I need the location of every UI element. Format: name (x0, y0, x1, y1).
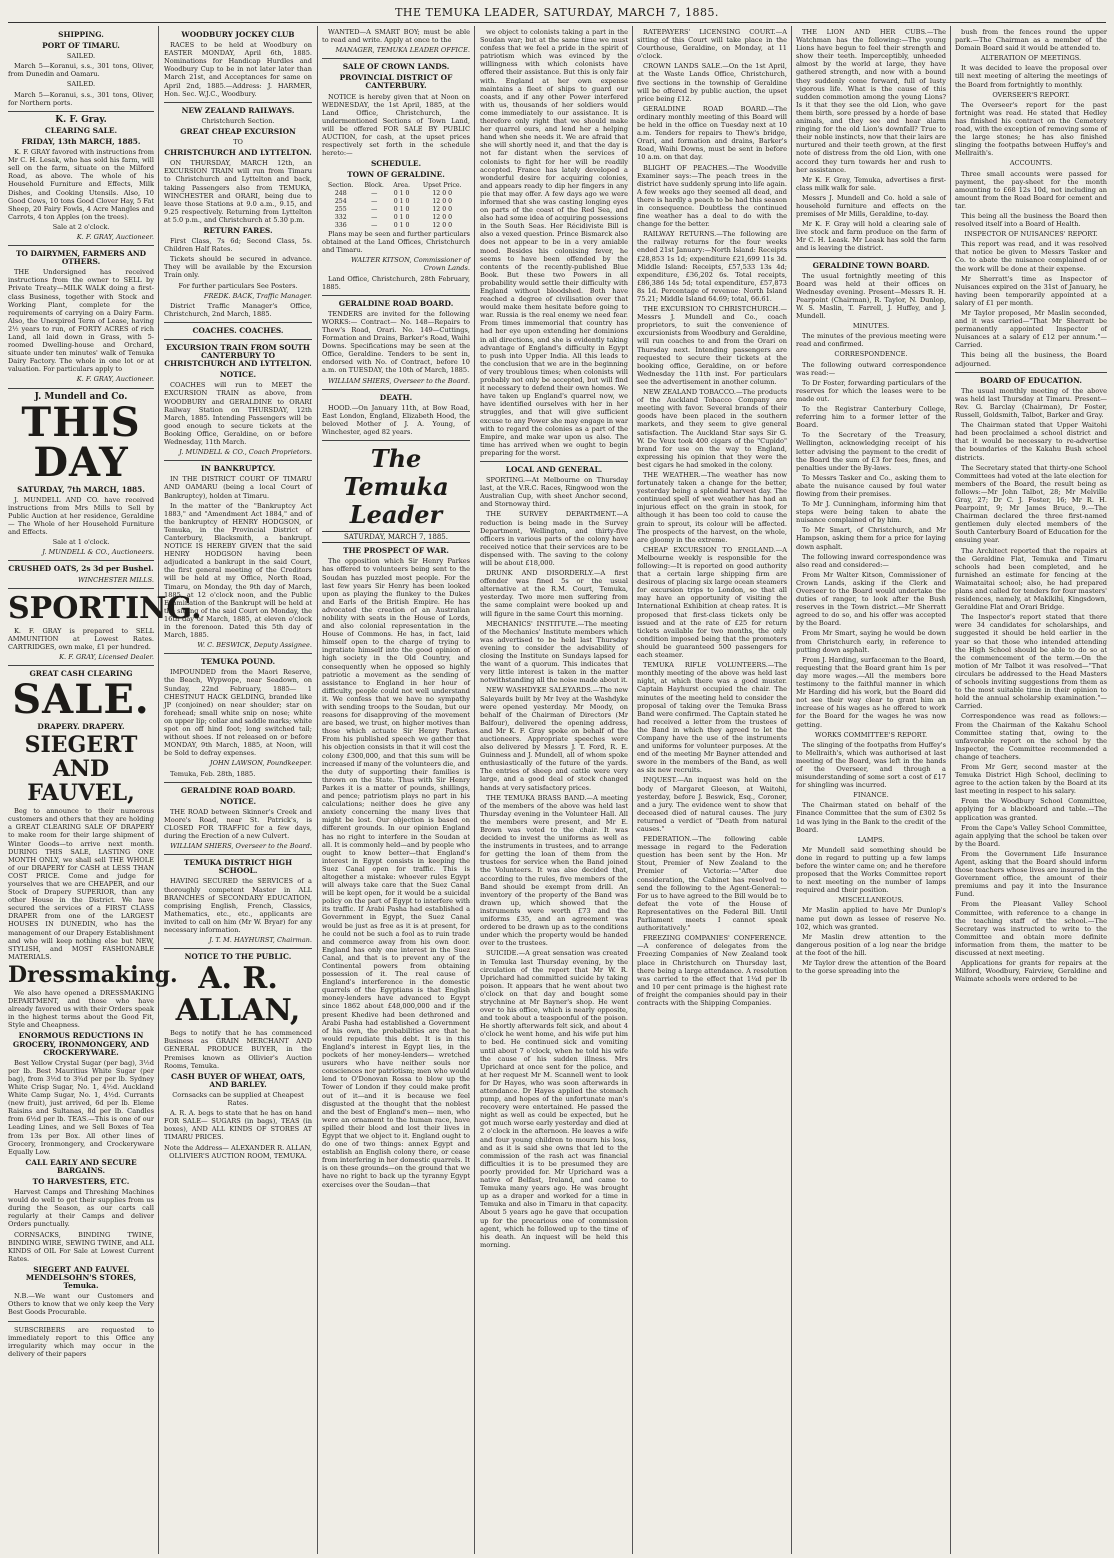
paragraph: Mr Taylor proposed, Mr Maslin seconded, and it was carried—"That Mr Sherratt be permanently appointed Inspector of Nuisances at a salary of £12 per annum."—Carried. (955, 309, 1107, 350)
column-rule (474, 26, 475, 1554)
paragraph: From the Cape's Valley School Committee, again applying that the school be taken over by the Board. (955, 823, 1107, 848)
divider (8, 245, 154, 246)
table-cell: 0 1 0 (393, 205, 410, 213)
heading: TOWN OF GERALDINE. (347, 170, 445, 180)
paragraph: FEDERATION.—The following cable message in regard to the Federation question has been sent by the Hon. Mr Stout, Premier of New Zealand to the Premier of Victoria:—"After due consideration, the Cabinet has resolved to send the following to the Agent-General:—For us to have agreed to the Bill would be to defeat the vote of the House of Representatives on the Federal Bill. Until Parliament meets I cannot speak authoritatively." (637, 835, 787, 933)
divider (8, 111, 154, 112)
paragraph: DRUNK AND DISORDERLY.—A first offender was fined 5s or the usual alternative at the R.M. Court, Temuka, yesterday. Two more men suffering from the same complaint were booked up and will figure in the same Court this morning. (480, 569, 628, 618)
table-cell: — (371, 189, 378, 197)
paragraph: The Overseer's report for the past fortnight was read. He stated that Hedley has finished his contract on the Cemetery road, with the exception of removing some of the large stones; he has also finished slinging the footpaths between Huffey's and Mellraith's. (955, 100, 1107, 158)
divider (164, 339, 312, 340)
table-row (322, 190, 470, 198)
paragraph: SUICIDE.—A great sensation was created in Temuka last Thursday evening, by the circulation of the report that Mr W. R. Uprichard had committed suicide by taking poison. It appears that he went about two o'clock on that day and bought some strychnine at Mr Bayner's shop. He went over to his office, which is nearly opposite, and took about a teaspoonful of the poison. He shortly afterwards felt sick, and about 4 o'clock he went home, and his wife put him to bed. He continued sick and vomiting until about 7 o'clock, when he told his wife the cause of his sudden illness. Mrs Uprichard at once sent for the police, and at her request Mr M. Scannell went to look for Dr Hayes, who was soon afterwards in attendance. Dr Hayes applied the stomach pump, and hopes of the unfortunate man's recovery were entertained. He passed the night as well as could be expected, but he got much worse early yesterday and died at 2 o'clock in the afternoon. He leaves a wife and four young children to mourn his loss, and as it is said she owns that led to the commission of the rash act was financial difficulties it is to be presumed they are poorly provided for. Mr Uprichard was a native of Belfast, Ireland, and came to Temuka many years ago. He was brought up as a draper and worked for a time in Temuka and also in Timaru in that capacity. About 5 years ago he gave that occupation up for the precarious one of commission agent, which he followed up to the time of his death. An inquest will be held this morning. (480, 949, 628, 1249)
text: Note the Address— ALEXANDER R. ALLAN, OLLIVIER'S AUCTION ROOM, TEMUKA. (164, 1143, 312, 1160)
column-7 (955, 28, 1107, 1550)
signature: WILLIAM SHIERS, Overseer to the Board. (328, 376, 470, 385)
table-cell: 12 0 0 (432, 221, 453, 229)
display-heading: Dressmaking. (8, 961, 178, 988)
paragraph: The minutes of the previous meeting were read and confirmed. (796, 332, 946, 349)
paragraph: The Chairman stated on behalf of the Finance Committee that the sum of £302 5s 1d was lying in the Bank to the credit of the Board. (796, 801, 946, 834)
article-title: THE PROSPECT OF WAR. (343, 546, 449, 556)
column-2 (164, 28, 312, 1550)
masthead: The Temuka Leader (343, 444, 449, 530)
heading: TEMUKA POUND. (200, 657, 276, 667)
divider (8, 560, 154, 561)
table-row (322, 222, 470, 230)
table-header: Upset Price. (422, 181, 462, 189)
heading: EXCURSION TRAIN FROM SOUTH CANTERBURY TO CHRISTCHURCH AND LYTTELTON. (164, 343, 312, 369)
text: Beg to announce to their numerous customers and others that they are holding a GREAT CLEARING SALE OF DRAPERY to make room for their large shipment of Winter Goods—to arrive next month. DURING THIS SALE, LASTING ONE MONTH ONLY, we shall sell THE WHOLE of our DRAPERY for CASH at LESS THAN COST PRICE. Come and judge for yourselves that we are CHEAPER, and our Stock of Drapery SUPERIOR, than any other House in the District. We have secured the services of a FIRST CLASS DRAPER from one of the LARGEST HOUSES IN DUNEDIN, who has the management of our Drapery Establishment and who will keep nothing else but NEW, STYLISH, and MOST FASHIONABLE MATERIALS. (8, 807, 154, 961)
subheading: INSPECTOR OF NUISANCES' REPORT. (964, 230, 1098, 239)
table-cell: 254 (334, 197, 347, 205)
paragraph: MECHANICS' INSTITUTE.—The meeting of the Mechanics' Institute members which was advertised to be held last Thursday evening to consider the advisability of closing the Institute on Sundays lapsed for the want of a quorum. This indicates that very little interest is taken in the matter notwithstanding all the noise made about it. (480, 619, 628, 685)
text: For further particulars See Posters. (178, 281, 298, 290)
signature: WALTER KITSON, Commissioner of Crown Lands. (351, 256, 470, 273)
subheading: WORKS COMMITTEE'S REPORT. (814, 730, 928, 739)
paragraph: The Architect reported that the repairs at the Geraldine Flat, Temuka and Timaru schools had been completed, and he furnished an estimate for fencing at the Waimataitai school; also, he had prepared plans and called for tenders for four masters' residences, namely, at Makikihi, Kingsdown, Geraldine Flat and Orari Bridge. (955, 546, 1107, 612)
text: HAVING SECURED the SERVICES of a thoroughly competent Master in ALL BRANCHES of SECONDARY EDUCATION, comprising English, French, Classics, Mathematics, etc., etc., applicants are invited to call on him (Mr W. Bryar) for any necessary information. (164, 877, 312, 934)
table-cell: 0 1 0 (393, 197, 410, 205)
text: Tickets should be secured in advance. They will be available by the Excursion Train only. (164, 255, 312, 280)
paragraph: Mr Mundell said something should be done in regard to putting up a few lamps before the winter came on; and he therefore proposed that the Works Committee report to next meeting on the number of lamps required and their position. (796, 845, 946, 895)
column-rule (632, 26, 633, 1554)
paragraph: To Mr Smart, of Christchurch, and Mr Hampson, asking them for a price for laying down asphalt. (796, 526, 946, 551)
table-cell: 12 0 0 (432, 197, 453, 205)
heading: GERALDINE ROAD BOARD. (180, 785, 296, 795)
text: N.B.—We want our Customers and Others to know that we only keep the Very Best Goods Procurable. (8, 1292, 154, 1317)
column-rule (791, 26, 792, 1554)
paragraph: CROWN LANDS SALE.—On the 1st April, at the Waste Lands Office, Christchurch, five sections in the township of Geraldine will be offered by public auction, the upset price being £12. (637, 62, 787, 103)
table-cell: — (371, 213, 378, 221)
paragraph: BLIGHT OF PEACHES.—The Woodville Examiner says:—The peach trees in the district have suddenly sprung into life again. A few weeks ago they seemed all dead, and there is hardly a peach to be had this season in consequence. Doubtless the continued fine weather has a deal to do with the change for the better. (637, 163, 787, 229)
heading: SIEGERT AND FAUVEL MENDELSOHN'S STORES, Temuka. (25, 1264, 137, 1291)
display-heading: A. R. ALLAN, (175, 961, 301, 1029)
running-head: THE TEMUKA LEADER, SATURDAY, MARCH 7, 1885. (395, 6, 719, 19)
paragraph: THE LION AND HER CUBS.—The Watchman has the following:—The young Lions have begun to feel their strength and show their teeth. Imperceptibly, unheeded almost by the world at large, they have gathered strength, and now with a bound they suddenly come forward, full of lusty vigorous life. What is the cause of this sudden commotion among the young Lions? Is it that they see the old Lion, who gave them birth, sore pressed by a horde of base animals, and they see and hear alarm ringing for the old Lion's downfall? True to their noble instincts, now that their lairs are nurtured and their teeth grown, at the first note of distress from the old Lion, with one accord they turn towards her and rush to her assistance. (796, 28, 946, 174)
column-5 (637, 28, 787, 1550)
paragraph: To Dr Foster, forwarding particulars of the reserves for which the leases were to be made out. (796, 378, 946, 403)
signature: K. F. GRAY, Licensed Dealer. (59, 652, 154, 661)
table-cell: 12 0 0 (432, 189, 453, 197)
text: IN THE DISTRICT COURT OF TIMARU AND OAMARU (being a local Court of Bankruptcy), holden at Timaru. (164, 475, 312, 500)
heading: CRUSHED OATS, 2s 3d per Bushel. (8, 564, 154, 574)
column-6 (796, 28, 946, 1550)
text: WANTED—A SMART BOY; must be able to read and write. Apply at once to the (322, 28, 470, 45)
signature: J. MUNDELL & CO., Coach Proprietors. (179, 448, 312, 457)
paragraph: Mr Taylor drew the attention of the Board to the gorse spreading into the (796, 959, 946, 976)
table-header: Block. (364, 181, 384, 189)
paragraph: SPORTING.—At Melbourne on Thursday last, at the V.R.C. Races, Ringwood won the Australian Cup, with sheet Anchor second, and Stornoway third. (480, 476, 628, 509)
paragraph: The Chairman stated that Upper Waitohi had been proclaimed a school district and that it would be necessary to re-advertise the boundaries of the Kakahu Bush school districts. (955, 421, 1107, 462)
subheading: MISCELLANEOUS. (838, 896, 904, 905)
text: K. F. GRAY is prepared to SELL AMMUNITION at Lowest Rates. CARTRIDGES, own make, £1 per hundred. (8, 626, 154, 651)
subheading: MINUTES. (852, 322, 890, 331)
signature: FREDK. BACK, Traffic Manager. (203, 291, 312, 300)
paragraph: THE EXCURSION TO CHRISTCHURCH.—Messrs J. Mundell and Co., coach proprietors, to suit the convenience of excursionists from Woodbury and Geraldine, will run coaches to and from the Orari on Thursday next. Intending passengers are requested to secure their tickets at the booking office, Geraldine, on or before Wednesday the 11th inst. For particulars see the advertisement in another column. (637, 305, 787, 386)
column-rule (950, 26, 951, 1554)
table-row (322, 198, 470, 206)
divider (164, 782, 312, 783)
table-cell: 336 (334, 221, 347, 229)
text: District Traffic Manager's Office, Christchurch, 2nd March, 1885. (164, 301, 312, 318)
column-3 (322, 28, 470, 1550)
text: First Class, 7s 6d; Second Class, 5s. Children Half Rates. (164, 237, 312, 254)
signature: MANAGER, TEMUKA LEADER OFFICE. (335, 46, 470, 55)
divider (322, 389, 470, 390)
text: HOOD.—On January 11th, at Bow Road, East London, England, Elizabeth Hood, the beloved Mother of J. A. Young, of Winchester, aged 82 years. (322, 403, 470, 437)
heading: NOTICE TO THE PUBLIC. (184, 952, 292, 962)
paragraph: The Inspector's report stated that there were 34 candidates for scholarships, and suggested it should be held earlier in the year so that those who intended attending the High School should be able to do so at the commencement of the term.—On the motion of Mr Talbot it was resolved—"That circulars be addressed to the Head Masters of schools inviting suggestions from them as to the most suitable time in their opinion to hold the annual scholarship examination."—Carried. (955, 613, 1107, 711)
paragraph: From J. Harding, surfaceman to the Board, requesting that the Board grant him 1s per day more wages.—All the members bore testimony to the faithful manner in which Mr Harding did his work, but the Board did not see their way clear to grant him an increase of his wages as he offered to work for the Board for the wages he was now getting. (796, 655, 946, 729)
text: We also have opened a DRESSMAKING DEPARTMENT, and those who have already favored us with their Orders speak in the highest terms about the Good Fit, Style and Cheapness. (8, 988, 154, 1030)
heading: RETURN FARES. (203, 225, 273, 235)
paragraph: THE TEMUKA BRASS BAND.—A meeting of the members of the above was held last Thursday evening in the Volunteer Hall. All the members were present, and Mr E. Brown was voted to the chair. It was decided to invest the uniforms as well as the instruments in trustees, and to arrange for getting the loan of them from the trustees for service when the Band joined the Volunteers. It was also decided that, according to the rules, five members of the Band should be exempt from drill. An inventory of the property of the Band was drawn up, which showed that the instruments were worth £73 and the uniforms £35, and an agreement was ordered to be drawn up as to the conditions under which the property would be handed over to the trustees. (480, 793, 628, 948)
divider (164, 102, 312, 103)
heading: DRAPERY. DRAPERY. (37, 722, 125, 732)
text: Temuka, Feb. 28th, 1885. (170, 769, 256, 778)
paragraph: THE SURVEY DEPARTMENT.—A reduction is being made in the Survey Department, Wellington, and thirty-five officers in various parts of the colony have received notice that their services are to be dispensed with. The saving to the colony will be about £18,000. (480, 510, 628, 567)
paragraph: From the Pleasant Valley School Committee, with reference to a change in the teaching staff of the school.—The Secretary was instructed to write to the Committee and obtain more definite information from them, the matter to be discussed at next meeting. (955, 900, 1107, 958)
signature: WILLIAM SHIERS, Overseer to the Board. (170, 842, 312, 851)
paragraph: Mr K. F. Gray will hold a clearing sale of live stock and farm produce on the farm of Mr C. H. Leask. Mr Leask has sold the farm and is leaving the district. (796, 220, 946, 253)
text: COACHES will run to MEET the EXCURSION TRAIN as above, from WOODBURY and GERALDINE to ORARI Railway Station on THURSDAY, 12th March, 1885. Intending Passengers will be good enough to secure tickets at the Booking Office, Geraldine, on or before Wednesday, 11th March. (164, 381, 312, 447)
paragraph: Mr Maslin applied to have Mr Dunlop's name put down as lessee of reserve No. 102, which was granted. (796, 906, 946, 931)
paragraph: INQUEST.—An inquest was held on the body of Margaret Gleeson, at Waitohi, yesterday, before J. Beswick, Esq., Coroner, and a jury. The evidence went to show that deceased died of natural causes. The jury returned a verdict of "Death from natural causes." (637, 776, 787, 833)
heading: SCHEDULE. (370, 159, 422, 169)
heading: COACHES. COACHES. (192, 325, 284, 335)
subheading: FINANCE. (853, 791, 889, 800)
paragraph: RAILWAY RETURNS.—The following are the railway returns for the four weeks ended 21st January:—North Island: Receipts £28,853 1s 1d; expenditure £21,699 11s 3d. Middle Island: Receipts, £57,533 13s 4d; expenditure, £36,202 6s. Total receipts, £86,386 14s 5d; total expenditure, £57,873 8s 1d. Percentage of revenue: North Island 75.21; Middle Island 64.69; total, 66.61. (637, 230, 787, 303)
paragraph: bush from the fences round the upper park.—The Chairman as a member of the Domain Board said it would be attended to. (955, 28, 1107, 53)
heading: SALE OF CROWN LANDS. (342, 62, 450, 72)
text: March 5—Koranui, s.s., 301 tons, Oliver, from Dunedin and Oamaru. (8, 62, 154, 79)
text: THE ROAD between Skinner's Creek and Moore's Road, near St. Patrick's, is CLOSED FOR TRAFFIC for a few days, during the Erection of a new Culvert. (164, 807, 312, 841)
text: Best Yellow Crystal Sugar (per bag), 3½d per lb. Best Mauritius White Sugar (per bag), from 3½d to 3¾d per per lb. Sydney White Crisp Sugar, No. 1, 4½d. Auckland White Camp Sugar, No. 1, 4½d. Currants (new fruit), just arrived, 6d per lb. Eleme Raisins and Sultanas, 8d per lb. Candles from 6½d per lb. TEAS.—This is one of our Leading Lines, and we Sell Boxes of Tea from 13s per Box. All other lines of Grocery, Ironmongery, and Crockeryware Equally Low. (8, 1058, 154, 1156)
divider (164, 948, 312, 949)
table-cell: 12 0 0 (432, 205, 453, 213)
heading: CHRISTCHURCH AND LYTTELTON. (164, 148, 312, 158)
text: THE Undersigned has received instructions from the owner to SELL by Private Treaty—MILK WALK doing a first-class Business, together with Stock and Working Plant, complete for the requirements of carrying on a Dairy Farm. Also, the Unexpired Term of Lease, having 2½ years to run, of FORTY ACRES of rich Land, all laid down in Grass, with 5-roomed Dwelling-house and Orchard, situate under ten minutes' walk of Temuka Dairy Factory. The whole in one lot or at valuation. For particulars apply to (8, 268, 154, 374)
table-cell: 0 1 0 (393, 189, 410, 197)
paragraph: RATEPAYERS' LICENSING COURT.—A sitting of this Court will take place in the Courthouse, Geraldine, on Monday, at 11 o'clock. (637, 28, 787, 61)
divider (8, 588, 154, 589)
text: ON THURSDAY, MARCH 12th, an EXCURSION TRAIN will run from Timaru to Christchurch and Lyttelton and back, taking Passengers also from TEMUKA, WINCHESTER and ORARI, being due to leave those Stations at 9.0 a.m., 9.15, and 9.25 respectively. Returning from Lyttelton at 5.0 p.m., and Christchurch at 5.30 p.m. (164, 159, 312, 224)
divider (480, 461, 628, 462)
paragraph: From Mr Walter Kitson, Commissioner of Crown Lands, asking if the Clerk and Overseer to the Board would undertake the duties of ranger, to look after the Bush reserves in the Town district.—Mr Sherratt agreed to do so, and his offer was accepted by the Board. (796, 570, 946, 628)
text: J. MUNDELL AND CO. have received instructions from Mrs Mills to Sell by Public Auction at her residence, Geraldine— The Whole of her Household Furniture and Effects. (8, 495, 154, 537)
table-cell: — (371, 197, 378, 205)
heading: ENORMOUS REDUCTIONS IN GROCERY, IRONMONGERY, AND CROCKERYWARE. (12, 1031, 150, 1057)
text: A. R. A. begs to state that he has on hand FOR SALE— SUGARS (in bags), TEAS (in boxes), AND ALL KINDS OF STORES AT TIMARU PRICES. (164, 1109, 312, 1142)
signature: W. C. BESWICK, Deputy Assignee. (197, 641, 312, 650)
display-heading: SALE. (12, 676, 150, 724)
column-rule (317, 26, 318, 1554)
heading: GERALDINE ROAD BOARD. (338, 298, 454, 308)
masthead-date: SATURDAY, MARCH 7, 1885. (322, 531, 470, 543)
text: RACES to be held at Woodbury on EASTER MONDAY, April 6th, 1885. Nominations for Handicap Hurdles and Woodbury Cup to be in not later later than March 21st, and Acceptances for same on April 2nd, 1885.—Address: J. HARMER, Hon. Sec. W.J.C., Woodbury. (164, 41, 312, 98)
divider (322, 58, 470, 59)
table-cell: — (371, 205, 378, 213)
heading: NEW ZEALAND RAILWAYS. (181, 105, 295, 115)
text: NOTICE is hereby given that at Noon on WEDNESDAY, the 1st April, 1885, at the Land Office, Christchurch, the undermentioned Sections of Town Land, will be offered FOR SALE BY PUBLIC AUCTION, for cash, at the upset prices respectively set forth in the schedule hereto:— (322, 92, 470, 158)
display-heading: THIS DAY (21, 398, 141, 486)
subheading: OVERSEER'S REPORT. (992, 90, 1070, 99)
paragraph: To the Registrar Canterbury College, referring him to a former letter of the Board. (796, 405, 946, 430)
label: SAILED. (66, 80, 96, 89)
subheading: CORRESPONDENCE. (834, 350, 908, 359)
text: K. F. GRAY favored with instructions from Mr C. H. Lesak, who has sold his farm, will sell on the farm, situate on the Milford Road, as above. The whole of his Household Furniture and Effects, Milk Dishes, and Cooking Utensils. Also, 10 Good Cows, 10 tons Good Clover Hay, 5 Fat Sheep, 20 Fairy Fowls, 4 Acre Mangles and Carrots, 4 ton Apples (on the trees). (8, 148, 154, 221)
paragraph: CHEAP EXCURSION TO ENGLAND.—A Melbourne weekly is responsible for the following:—It is reported on good authority that a certain large shipping firm are desirous of placing six large ocean steamers for excursion trips to London, so that all may have an opportunity of visiting the International Exhibition at cheap rates. It is proposed that first-class tickets only be issued and at the rate of £25 for return tickets available for two months, the only condition imposed being that the promoters should be guaranteed 500 passengers for each steamer. (637, 545, 787, 660)
table-cell: 332 (334, 213, 347, 221)
table-cell: 255 (334, 205, 347, 213)
table-header: Section. (328, 181, 354, 189)
divider (8, 1321, 154, 1322)
heading: TO HARVESTERS, ETC. (32, 1177, 130, 1186)
divider (8, 665, 154, 666)
divider (164, 854, 312, 855)
text: Land Office, Christchurch, 28th February, 1885. (322, 274, 470, 291)
paragraph: Mr Sherratt's time as Inspector of Nuisances expired on the 31st of January, he having been temporarily appointed at a salary of £1 per month. (955, 274, 1107, 307)
column-4 (480, 28, 628, 1550)
text: Sale at 2 o'clock. (52, 222, 110, 231)
subheading: LAMPS. (857, 835, 885, 844)
table-cell: 12 0 0 (432, 213, 453, 221)
paragraph: From the Government Life Insurance Agent, asking that the Board should inform those teachers whose lives are insured in the Government office, the amount of their premiums and pay it into the Insurance Fund. (955, 849, 1107, 899)
paragraph: THE WEATHER.—The weather has now fortunately taken a change for the better, yesterday being a splendid harvest day. The continued spell of wet weather has had an injurious effect on the grain in stook, for although it has been too cold to cause the grain to sprout, its colour will be affected. The prospects of the harvest, on the whole, are gloomy in the extreme. (637, 470, 787, 544)
text: IMPOUNDED from the Maori Reserve, the Beach, Wypwope, near Seadown, on Sunday, 22nd February, 1885— 1 CHESTNUT HACK GELDING, branded like JP (conjoined) on near shoulder; star on forehead; small white snip on nose; white on upper lip; collar and saddle marks; white spot on off hind foot; long switched tail; without shoes. If not released on or before MONDAY, 9th March, 1885, at Noon, will be Sold to defray expenses. (164, 668, 312, 758)
column-1 (8, 28, 202, 1550)
divider (164, 460, 312, 461)
text: Sale at 1 o'clock. (52, 538, 110, 547)
column-rule (158, 26, 159, 1554)
signature: JOHN LAWSON, Poundkeeper. (209, 759, 312, 768)
heading: NOTICE. (219, 796, 257, 806)
paragraph: Messrs J. Mundell and Co. hold a sale of household furniture and effects on the premises of Mr Mills, Geraldine, to-day. (796, 193, 946, 219)
heading: FRIDAY, 13th MARCH, 1885. (21, 136, 141, 146)
paragraph: To Messrs Tasker and Co., asking them to abate the nuisance caused by foul water flowing from their premises. (796, 473, 946, 498)
paragraph: Mr K. F. Gray, Temuka, advertises a first-class milk walk for sale. (796, 175, 946, 192)
paragraph: The slinging of the footpaths from Huffey's to Mellraith's, which was authorised at last meeting of the Board, was left in the hands of the Overseer, and through a misunderstanding of some sort a cost of £17 for shingling was incurred. (796, 740, 946, 790)
paragraph: Correspondence was read as follows:—From the Chairman of the Kakahu School Committee stating that, owing to the unfavorable report on the school by the Inspector, the Committee recommended a change of teachers. (955, 712, 1107, 761)
text: TO (233, 138, 243, 147)
divider (164, 653, 312, 654)
heading: CALL EARLY AND SECURE BARGAINS. (25, 1157, 137, 1175)
signature: WINCHESTER MILLS. (77, 575, 154, 584)
paragraph: Three small accounts were passed for payment, the pay-sheet for the month amounting to £68 12s 10d, not including an amount from the Road Board for cement and tar. (955, 169, 1107, 210)
paragraph: This report was read, and it was resolved that notice be given to Messrs Tasker and Co. to abate the nuisance complained of or the work will be done at their expense. (955, 240, 1107, 273)
top-rule (8, 22, 1106, 23)
divider (796, 257, 946, 258)
signature: K. F. GRAY, Auctioneer. (76, 232, 154, 241)
signature: J. T. M. HAYHURST, Chairman. (209, 936, 312, 945)
divider (8, 388, 154, 389)
paragraph: Applications for grants for repairs at the Milford, Woodbury, Fairview, Geraldine and Waimate schools were ordered to be (955, 959, 1107, 984)
text: CORNSACKS, BINDING TWINE, BINDING WIRE, SEWING TWINE, and ALL KINDS of OIL For Sale at Lowest Current Rates. (8, 1230, 155, 1263)
text: Cornsacks can be supplied at Cheapest Rates. (172, 1090, 304, 1108)
paragraph: From the Woodbury School Committee, applying for a blackboard and table.—The application was granted. (955, 797, 1107, 822)
paragraph: It was decided to leave the proposal over till next meeting of altering the meetings of the Board from fortnightly to monthly. (955, 64, 1107, 89)
table-row (322, 214, 470, 222)
paragraph: To the Secretary of the Treasury, Wellington, acknowledging receipt of his letter advising the payment to the credit of the Board the sum of £3 for fees, fines, and penalties under the By-laws. (796, 431, 946, 472)
label: SAILED. (66, 52, 96, 61)
heading: PROVINCIAL DISTRICT OF CANTERBURY. (339, 73, 453, 91)
heading: WOODBURY JOCKEY CLUB (181, 30, 295, 39)
heading: GREAT CHEAP EXCURSION (180, 126, 296, 136)
heading: K. F. Gray. (55, 114, 107, 125)
divider (322, 440, 470, 441)
heading: SATURDAY, 7th MARCH, 1885. (17, 484, 145, 494)
heading: TEMUKA DISTRICT HIGH SCHOOL. (183, 858, 293, 876)
heading: IN BANKRUPTCY. (200, 464, 276, 474)
table-row (322, 206, 470, 214)
heading: TO DAIRYMEN, FARMERS AND OTHERS. (16, 249, 146, 267)
table-cell: 0 1 0 (393, 213, 410, 221)
paragraph: From Mr Gerr, second master at the Temuka District High School, declining to agree to the action taken by the Board at its last meeting in respect to his salary. (955, 762, 1107, 796)
signature: K. F. GRAY, Auctioneer. (76, 375, 154, 384)
table-header: Area. (393, 181, 410, 189)
paragraph: The following inward correspondence was also read and considered:— (796, 552, 946, 569)
text: Christchurch Section. (201, 116, 275, 125)
heading: SHIPPING. (58, 30, 104, 39)
text: March 5—Koranui, s.s., 301 tons, Oliver, for Northern ports. (8, 90, 154, 107)
heading: J. Mundell and Co. (34, 391, 128, 402)
paragraph: The following outward correspondence was read:— (796, 360, 946, 377)
article-title: GERALDINE TOWN BOARD. (812, 260, 930, 270)
paragraph: The usual monthly meeting of the above was held last Thursday at Timaru. Present—Rev. G. Barclay (Chairman), Dr Foster, Russell, Goldsmith, Talbot, Barker and Gray. (955, 386, 1107, 420)
article-title: LOCAL AND GENERAL. (505, 464, 603, 474)
subheading: ACCOUNTS. (1009, 159, 1053, 168)
table-header-row (322, 182, 470, 190)
paragraph: NEW WASHDYKE SALEYARDS.—The new Saleyards built by Mr Ivey at the Washdyke were opened yesterday. Mr Moody, on behalf of the Chairman of Directors (Mr Balfour), delivered the opening address, and Mr K. F. Gray spoke on behalf of the auctioneers. Appropriate speeches were also delivered by Messrs J. T. Ford, R. E. Guinness and J. Mundell, all of whom spoke enthusiastically of the future of the yards. The entries of sheep and cattle were very large, and a good deal of stock changed hands at very satisfactory prices. (480, 686, 628, 792)
paragraph: From Mr Smart, saying he would be down from Christchurch early, in reference to putting down asphalt. (796, 629, 946, 654)
heading: NOTICE. (219, 370, 257, 380)
paragraph: The usual fortnightly meeting of this Board was held at their offices on Wednesday evening. Present—Messrs R. H. Pearpoint (Chairman), R. Taylor, N. Dunlop, W. S. Maslin, T. Farrell, J. Huffey, and J. Mundell. (796, 271, 946, 321)
display-heading: SIEGERT AND FAUVEL, (24, 732, 138, 807)
paragraph: This being all the business, the Board adjourned. (955, 351, 1107, 368)
heading: PORT OF TIMARU. (42, 41, 120, 51)
divider (955, 372, 1107, 373)
text: Begs to notify that he has commenced Business as GRAIN MERCHANT AND GENERAL PRODUCE BUYER, in the Premises known as Ollivier's Auction Rooms, Temuka. (164, 1029, 312, 1070)
paragraph: The Secretary stated that thirty-one School Committees had voted at the late election for members of the Board, the result being as follows:—Mr John Talbot, 28; Mr Melville Gray, 27; Dr C. J. Foster, 16; Mr R. H. Pearpoint, 9; Mr James Bruce, 9.—The Chairman declared the three first-named gentlemen duly elected members of the South Canterbury Board of Education for the ensuing year. (955, 463, 1107, 545)
heading: CLEARING SALE. (44, 125, 118, 135)
paragraph: GERALDINE ROAD BOARD.—The ordinary monthly meeting of this Board will be held in the office on Tuesday next at 10 a.m. Tenders for repairs to Thew's bridge, Orari, and formation and drains, Barker's Road, Waihi Downs, must be sent in before 10 a.m. on that day. (637, 104, 787, 162)
article-title: BOARD OF EDUCATION. (980, 375, 1082, 385)
text: SUBSCRIBERS are requested to immediately report to this Office any irregularity which may occur in the delivery of their papers (8, 1325, 154, 1358)
table-cell: — (371, 221, 378, 229)
heading: GREAT CASH CLEARING (29, 668, 133, 678)
signature: J. MUNDELL & CO., Auctioneers. (42, 548, 154, 557)
divider (164, 322, 312, 323)
paragraph: FREEZING COMPANIES' CONFERENCE.—A conference of delegates from the Freezing Companies of New Zealand took place in Christchurch on Thursday last, there being a large attendance. A resolution was carried to the effect that 1¼d per lb and 10 per cent primage is the highest rate of freight the companies should pay in their contracts with the Shipping Companies. (637, 934, 787, 1007)
heading: DEATH. (379, 392, 413, 402)
text: Plans may be seen and further particulars obtained at the Land Offices, Christchurch and Timaru. (322, 230, 470, 255)
paragraph: TEMUKA RIFLE VOLUNTEERS.—The monthly meeting of the above was held last night, at which there was a good muster. Captain Hayhurst occupied the chair. The minutes of the meeting held to consider the proposal of taking over the Temuka Brass Band were confirmed. The Captain stated he had received a letter from the trustees of the Band in which they agreed to let the Company have the use of the instruments and uniforms for volunteer purposes. At the end of the meeting Mr Bayner attended and swore in the members of the Band, as well as six new recruits. (637, 661, 787, 775)
heading: CASH BUYER OF WHEAT, OATS, AND BARLEY. (170, 1071, 306, 1089)
table-cell: 248 (334, 189, 347, 197)
article-body: we object to colonists taking a part in the Soudan war; but at the same time we must confess that we feel a pride in the spirit of patriotism which was evinced by the willingness with which colonists have offered their assistance. But this is only fair with. England at her own expense maintains a fleet of ships to guard our coasts, and if any other Power interfered with us, thousands of her soldiers would come immediately to our assistance. It is therefore only right that we should make her quarrel ours, and lend her a helping hand when she needs it. We are afraid that she will shortly need it, and that the day is not far distant when the services of colonists to fight for her will be readily accepted. France has lately developed a wonderful desire for acquiring colonies, and appears ready to dip her fingers in any pie that may offer. A few days ago we were informed that she was casting longing eyes on parts of the coast of the Red Sea, and also had some idea of acquiring possessions in the South Seas. Her Récidiviste Bill is also a vexed question. Prince Bismarck also does not appear to be in a very amiable mood. Besides his colonising fever, he seems to have been offended by the contents of the recently-published Blue Book. But these two Powers in all probability would settle their difficulty with England without bloodshed. Both have reached a degree of civilisation over that would make them hesitate before going to war. Russia is the real enemy we need fear. From times immemorial that country has had her eye upon extending her dominions in all directions, and she is evidently taking advantage of England's difficulty in Egypt to push into Upper India. All this leads to the conclusion that we are in the beginning of very troublous times; when colonists will probably not only be accepted, but will find it necessary to defend their own homes. We have taken up England's quarrel now, we have identified ourselves with her in her struggles, and that will give sufficient excuse to any Power she may engage in war with to regard the colonies as a part of the Empire, and make war upon us also. The time has arrived when we ought to begin preparing for the worst. (480, 28, 628, 457)
display-heading: SPORTING. (8, 590, 202, 626)
text: TENDERS are invited for the following WORKS:— Contract— No. 148—Repairs to Thew's Road, Orari. No. 149—Cuttings, Formation and Drains, Barker's Road, Waihi Downs. Specifications may be seen at the Office, Geraldine. Tenders to be sent in, endorsed with No. of Contract, before 10 a.m. on TUESDAY, the 10th of March, 1885. (322, 309, 470, 375)
paragraph: Mr Maslin drew attention to the dangerous position of a log near the bridge at the foot of the hill. (796, 932, 946, 957)
divider (322, 295, 470, 296)
subheading: ALTERATION OF MEETINGS. (980, 54, 1082, 63)
text: In the matter of the "Bankruptcy Act 1883," and "Amendment Act 1884," and of the bankruptcy of HENRY HODGSON, of Temuka, in the Provincial District of Canterbury, Blacksmith, a bankrupt. NOTICE IS HEREBY GIVEN that the said HENRY HODGSON having been adjudicated a bankrupt in the said Court, the first general meeting of the Creditors will be held at my Office, North Road, Timaru, on Monday, the 9th day of March, 1885, at 12 o'clock noon, and the Public Examination of the Bankrupt will be held at the sitting of the said Court on Monday, the 16th day of March, 1885, at eleven o'clock in the forenoon. Dated this 5th day of March, 1885. (164, 501, 312, 640)
article-body: The opposition which Sir Henry Parkes has offered to volunteers being sent to the Soudan has puzzled most people. For the last few years Sir Henry has been looked upon as playing the flunkey to the Dukes and Earls of the British Empire. He has advocated the creation of an Australian nobility with seats in the House of Lords, and also colonial representation in the House of Commons. He has, in fact, laid himself open to the charge of trying to ingratiate himself into the good opinion of high society in the Old Country, and consequently when he opposed so highly patriotic a movement as the sending of assistance to England in her hour of difficulty, people could not well understand it. We confess that we have no sympathy with sending troops to the Soudan, but our reasons for disapproving of the movement are based, we trust, on higher motives than those which actuate Sir Henry Parkes. From his published speech we gather that his objection consists in that it will cost the colony £300,000, and that this sum will be increased if many of the volunteers die, and the duty of supporting their families is thrown on the State. Thus with Sir Henry Parkes it is a matter of pounds, shillings, and pence; patriotism plays no part in his calculations; neither does he give any anxiety concerning the many lives that might be lost. Our objection is based on different grounds. In our opinion England has no right to interfere in the Soudan at all. It is commonly held—and by people who ought to know better—that England's interest in Egypt consists in keeping the Suez Canal open for traffic. This is altogether a mistake: whoever rules Egypt will always take care that the Suez Canal will be kept open, for it would be a suicidal policy on the part of Egypt to interfere with its traffic. If Arabi Pasha had established a Government in Egypt, the Suez Canal would be just as free as it is at present, for he could not be such a fool as to ruin trade and commerce away from his own door. England has only one interest in the Suez Canal, and that is to prevent any of the Continental powers from obtaining possession of it. The real cause of England's interference in the domestic quarrels of the Egyptians is that English money-lenders have advanced to Egypt since 1862 about £48,000,000 and if the present Khedive had been dethroned and Arabi Pasha had established a Government of his own, the probabilities are that he would repudiate this debt. It is in this England's interest in Egypt lies, in the pockets of her money-lenders— wretched usurers who have neither souls nor consciences nor patriotism; men who would lend to O'Donovan Rossa to blow up the Tower of London if they could make profit out of it—and it is because we feel disgusted at the thought that the noblest and the best of England's men— men, who were an ornament to the human race, have spilled their blood and lost their lives in Egypt that we object to it. England ought to do one of two things: annex Egypt and establish an English colony there, or cease from interfering in her domestic quarrels. It is on these grounds—on the ground that we have no right to back up the tyranny Egypt exercises over the Soudan—that (322, 557, 470, 1189)
schedule-table (322, 182, 470, 231)
paragraph: This being all the business the Board then resolved itself into a Board of Health. (955, 211, 1107, 229)
paragraph: To Mr J. Cunningham, informing him that steps were being taken to abate the nuisance complained of by him. (796, 500, 946, 525)
paragraph: NEW ZEALAND TOBACCO.—The products of the Auckland Tobacco Company are meeting with favor. Several brands of their goods have been placed in the southern markets, and they seem to give general satisfaction. The Auckland Star says Sir G. W. De Veux took 400 cigars of the "Cupido" brand for use on the way to England, expressing his opinion that they were the best cigars he had smoked in the colony. (637, 388, 787, 469)
text: Harvest Camps and Threshing Machines would do well to get their supplies from us during the Season, as our carts call regularly at their Camps and deliver Orders punctually. (8, 1188, 154, 1229)
table-cell: 0 1 0 (393, 221, 410, 229)
